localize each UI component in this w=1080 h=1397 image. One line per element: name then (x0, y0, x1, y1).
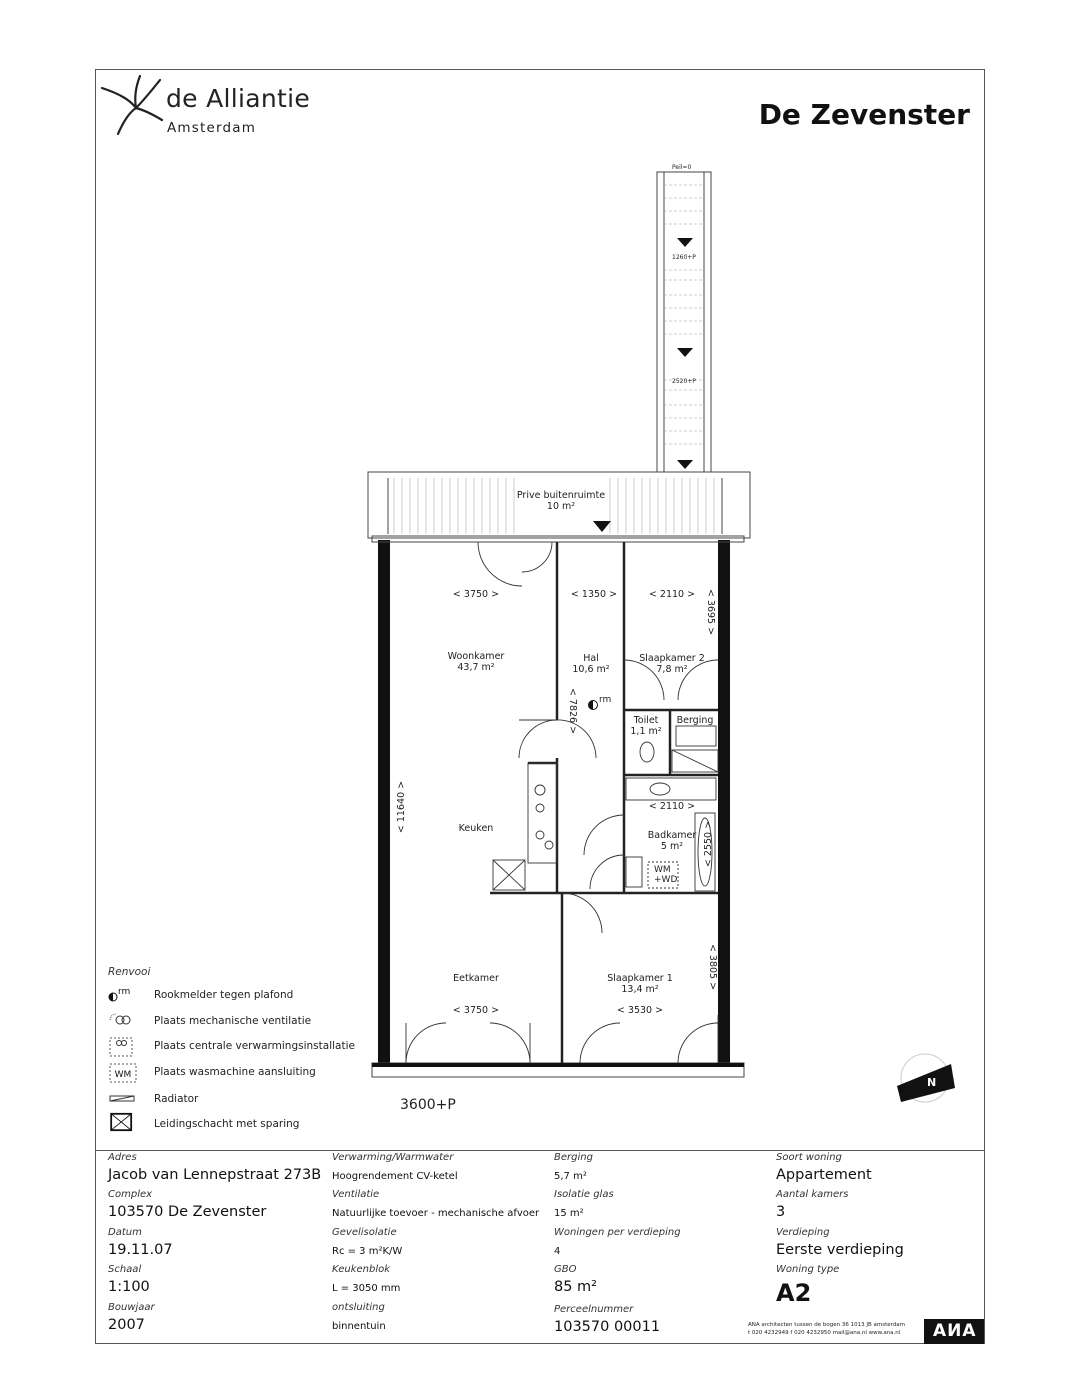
label-aantal-kamers: Aantal kamers (776, 1189, 849, 1200)
wm-label: WM (654, 865, 671, 875)
floor-level: 3600+P (400, 1097, 456, 1113)
value-verdieping: Eerste verdieping (776, 1242, 904, 1258)
label-berging: Berging (554, 1152, 593, 1163)
room-hal-area: 10,6 m² (572, 664, 610, 675)
heating-icon (108, 1037, 138, 1057)
legend-item (108, 1112, 408, 1134)
label-ontsluiting: ontsluiting (332, 1302, 385, 1313)
dim-hal-height: < 7826 > (567, 687, 578, 735)
wm-icon-text: WM (114, 1070, 132, 1080)
room-badkamer-name: Badkamer (647, 830, 697, 841)
architect-contact (748, 1321, 905, 1337)
outdoor-area: 10 m² (546, 501, 576, 512)
room-toilet-area: 1,1 m² (630, 726, 662, 737)
label-isolatie-glas: Isolatie glas (554, 1189, 614, 1200)
value-soort-woning: Appartement (776, 1167, 872, 1183)
label-keukenblok: Keukenblok (332, 1264, 391, 1275)
legend-label: Plaats wasmachine aansluiting (154, 1066, 316, 1078)
value-woning-type: A2 (776, 1279, 812, 1307)
room-woonkamer-area: 43,7 m² (457, 662, 495, 673)
value-gbo: 85 m² (554, 1279, 597, 1295)
ventilation-icon (108, 1012, 138, 1032)
room-badkamer-area: 5 m² (660, 841, 684, 852)
legend-item (108, 986, 408, 1008)
dim-badkamer-height: < 2550 > (703, 820, 714, 868)
shaft-icon (108, 1112, 138, 1132)
dim-slaapkamer2-height: < 3695 > (705, 588, 716, 636)
value-adres: Jacob van Lennepstraat 273B (108, 1167, 322, 1183)
value-bouwjaar: 2007 (108, 1317, 145, 1333)
room-hal-name: Hal (583, 653, 599, 664)
value-berging: 5,7 m² (554, 1171, 587, 1182)
label-bouwjaar: Bouwjaar (108, 1302, 155, 1313)
value-keukenblok: L = 3050 mm (332, 1283, 401, 1294)
stair-level-1: 1260+P (672, 254, 696, 261)
room-slaapkamer1-area: 13,4 m² (621, 984, 659, 995)
staircase (657, 172, 711, 472)
label-verdieping: Verdieping (776, 1227, 830, 1238)
room-woonkamer-name: Woonkamer (447, 651, 505, 662)
ana-logo-text: ANA (932, 1321, 976, 1341)
label-gbo: GBO (554, 1264, 577, 1275)
label-woningen-per-verdieping: Woningen per verdieping (554, 1227, 681, 1238)
label-schaal: Schaal (108, 1264, 142, 1275)
ana-logo (924, 1319, 984, 1344)
stair-level-0: Peil=0 (672, 164, 692, 171)
label-datum: Datum (108, 1227, 142, 1238)
dim-slaapkamer1-width: < 3530 > (616, 1005, 664, 1016)
value-ventilatie: Natuurlijke toevoer - mechanische afvoer (332, 1208, 540, 1219)
dim-living-height: < 11640 > (396, 780, 407, 834)
logo-name: de Alliantie (166, 84, 311, 113)
value-ontsluiting: binnentuin (332, 1321, 386, 1332)
dim-eetkamer-width: < 3750 > (452, 1005, 500, 1016)
value-schaal: 1:100 (108, 1279, 150, 1295)
page-title: De Zevenster (758, 98, 970, 131)
room-eetkamer-name: Eetkamer (453, 973, 499, 984)
value-aantal-kamers: 3 (776, 1204, 786, 1220)
label-gevelisolatie: Gevelisolatie (332, 1227, 397, 1238)
legend-label: Plaats centrale verwarmingsinstallatie (154, 1040, 355, 1052)
label-perceelnummer: Perceelnummer (554, 1304, 634, 1315)
label-woning-type: Woning type (776, 1264, 840, 1275)
label-ventilatie: Ventilatie (332, 1189, 380, 1200)
wd-label: +WD (654, 875, 678, 885)
label-verwarming: Verwarming/Warmwater (332, 1152, 454, 1163)
outdoor-name: Prive buitenruimte (516, 490, 606, 501)
stair-level-2: 2520+P (672, 378, 696, 385)
rm-label: rm (599, 695, 612, 705)
dim-hal-width: < 1350 > (570, 589, 618, 600)
svg-text:rm: rm (118, 987, 131, 997)
label-complex: Complex (108, 1189, 153, 1200)
legend-label: Plaats mechanische ventilatie (154, 1015, 312, 1027)
value-perceelnummer: 103570 00011 (554, 1319, 661, 1335)
legend-item (108, 1012, 408, 1034)
legend-label: Rookmelder tegen plafond (154, 989, 294, 1001)
radiator-icon (108, 1090, 138, 1110)
room-toilet-name: Toilet (633, 715, 659, 726)
value-gevelisolatie: Rc = 3 m²K/W (332, 1246, 403, 1257)
dim-woonkamer-width: < 3750 > (452, 589, 500, 600)
info-divider (95, 1150, 985, 1151)
north-arrow-icon (897, 1054, 955, 1102)
legend-title: Renvooi (108, 966, 151, 978)
legend-label: Leidingschacht met sparing (154, 1118, 300, 1130)
label-adres: Adres (108, 1152, 137, 1163)
dim-slaapkamer2-width: < 2110 > (648, 589, 696, 600)
svg-text:N: N (927, 1076, 937, 1089)
value-woningen-per-verdieping: 4 (554, 1246, 561, 1257)
architect-line-2: t 020 4232949 f 020 4232950 mail@ana.nl www.ana.nl (748, 1330, 901, 1336)
dim-badkamer-width: < 2110 > (648, 801, 696, 812)
room-slaapkamer2-name: Slaapkamer 2 (639, 653, 705, 664)
legend-item (108, 1090, 408, 1112)
smoke-detector-icon (108, 986, 138, 1006)
value-verwarming: Hoogrendement CV-ketel (332, 1171, 458, 1182)
value-isolatie-glas: 15 m² (554, 1208, 584, 1219)
room-berging-name: Berging (676, 715, 714, 726)
architect-line-1: ANA architecten tussen de bogen 36 1013 JB amsterdam (748, 1322, 906, 1328)
legend-item (108, 1037, 408, 1059)
logo-subtitle: Amsterdam (167, 120, 257, 136)
legend-label: Radiator (154, 1093, 199, 1105)
room-slaapkamer2-area: 7,8 m² (656, 664, 688, 675)
legend-item (108, 1063, 408, 1085)
kitchen-counter (493, 763, 557, 890)
washing-machine-icon (108, 1063, 138, 1083)
room-keuken-name: Keuken (458, 823, 494, 834)
label-soort-woning: Soort woning (776, 1152, 842, 1163)
dim-slaapkamer1-height: < 3805 > (707, 943, 718, 991)
value-complex: 103570 De Zevenster (108, 1204, 267, 1220)
value-datum: 19.11.07 (108, 1242, 173, 1258)
room-slaapkamer1-name: Slaapkamer 1 (607, 973, 673, 984)
smoke-detector-icon (589, 701, 598, 710)
